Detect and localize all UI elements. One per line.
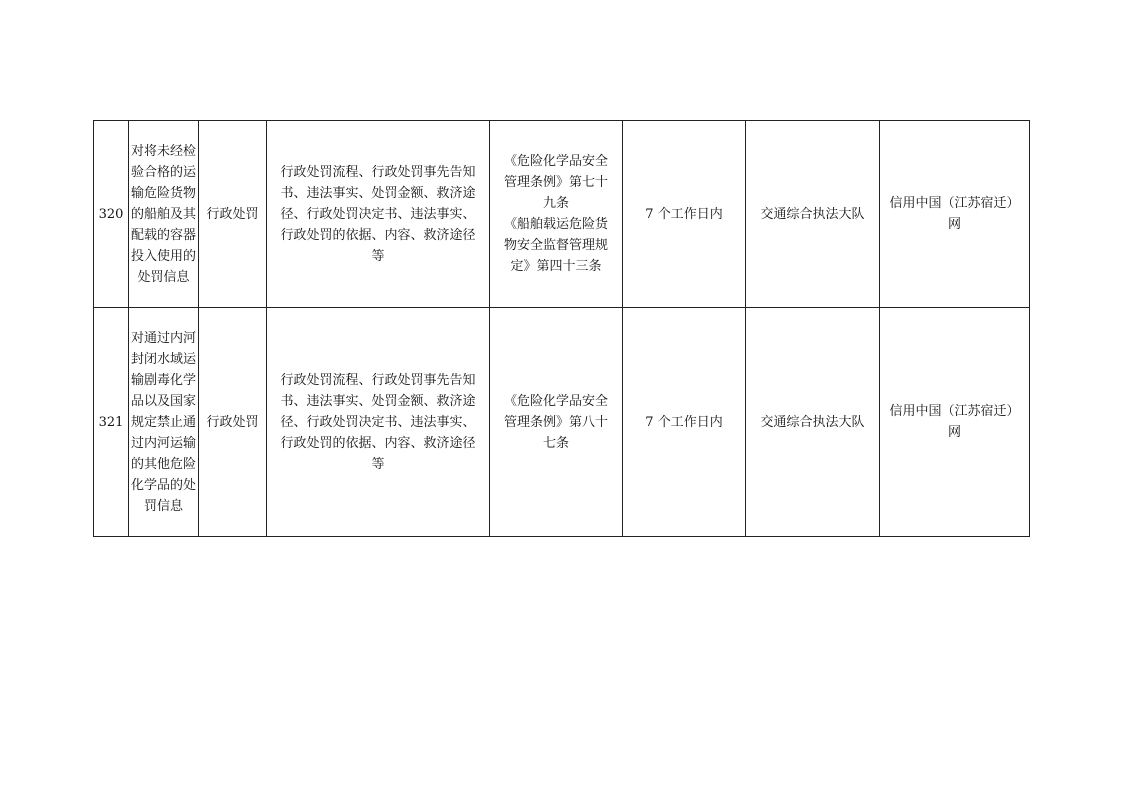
legal-basis-line: 《危险化学品安全管理条例》第八十七条 (503, 393, 608, 451)
legal-basis-line: 《船舶载运危险货物安全监督管理规定》第四十三条 (503, 217, 608, 274)
legal-basis (490, 308, 623, 537)
disclosure-item: 对通过内河封闭水域运输剧毒化学品以及国家规定禁止通过内河运输的其他危险化学品的处罚信息 (129, 308, 199, 537)
table-row (94, 308, 1030, 537)
responsible-department: 交通综合执法大队 (746, 308, 880, 537)
legal-basis-line: 《危险化学品安全管理条例》第七十九条 (503, 154, 608, 211)
disclosure-table (93, 120, 1030, 537)
disclosure-content: 行政处罚流程、行政处罚事先告知书、违法事实、处罚金额、救济途径、行政处罚决定书、违法事实、行政处罚的依据、内容、救济途径等 (267, 308, 490, 537)
row-number: 321 (94, 308, 129, 537)
responsible-department: 交通综合执法大队 (746, 121, 880, 308)
table-row (94, 121, 1030, 308)
category: 行政处罚 (199, 308, 267, 537)
time-limit: 7 个工作日内 (623, 121, 746, 308)
disclosure-content: 行政处罚流程、行政处罚事先告知书、违法事实、处罚金额、救济途径、行政处罚决定书、违法事实、行政处罚的依据、内容、救济途径等 (267, 121, 490, 308)
category: 行政处罚 (199, 121, 267, 308)
legal-basis (490, 121, 623, 308)
disclosure-item: 对将未经检验合格的运输危险货物的船舶及其配载的容器投入使用的处罚信息 (129, 121, 199, 308)
disclosure-channel: 信用中国（江苏宿迁）网 (880, 121, 1030, 308)
row-number: 320 (94, 121, 129, 308)
disclosure-channel: 信用中国（江苏宿迁）网 (880, 308, 1030, 537)
time-limit: 7 个工作日内 (623, 308, 746, 537)
